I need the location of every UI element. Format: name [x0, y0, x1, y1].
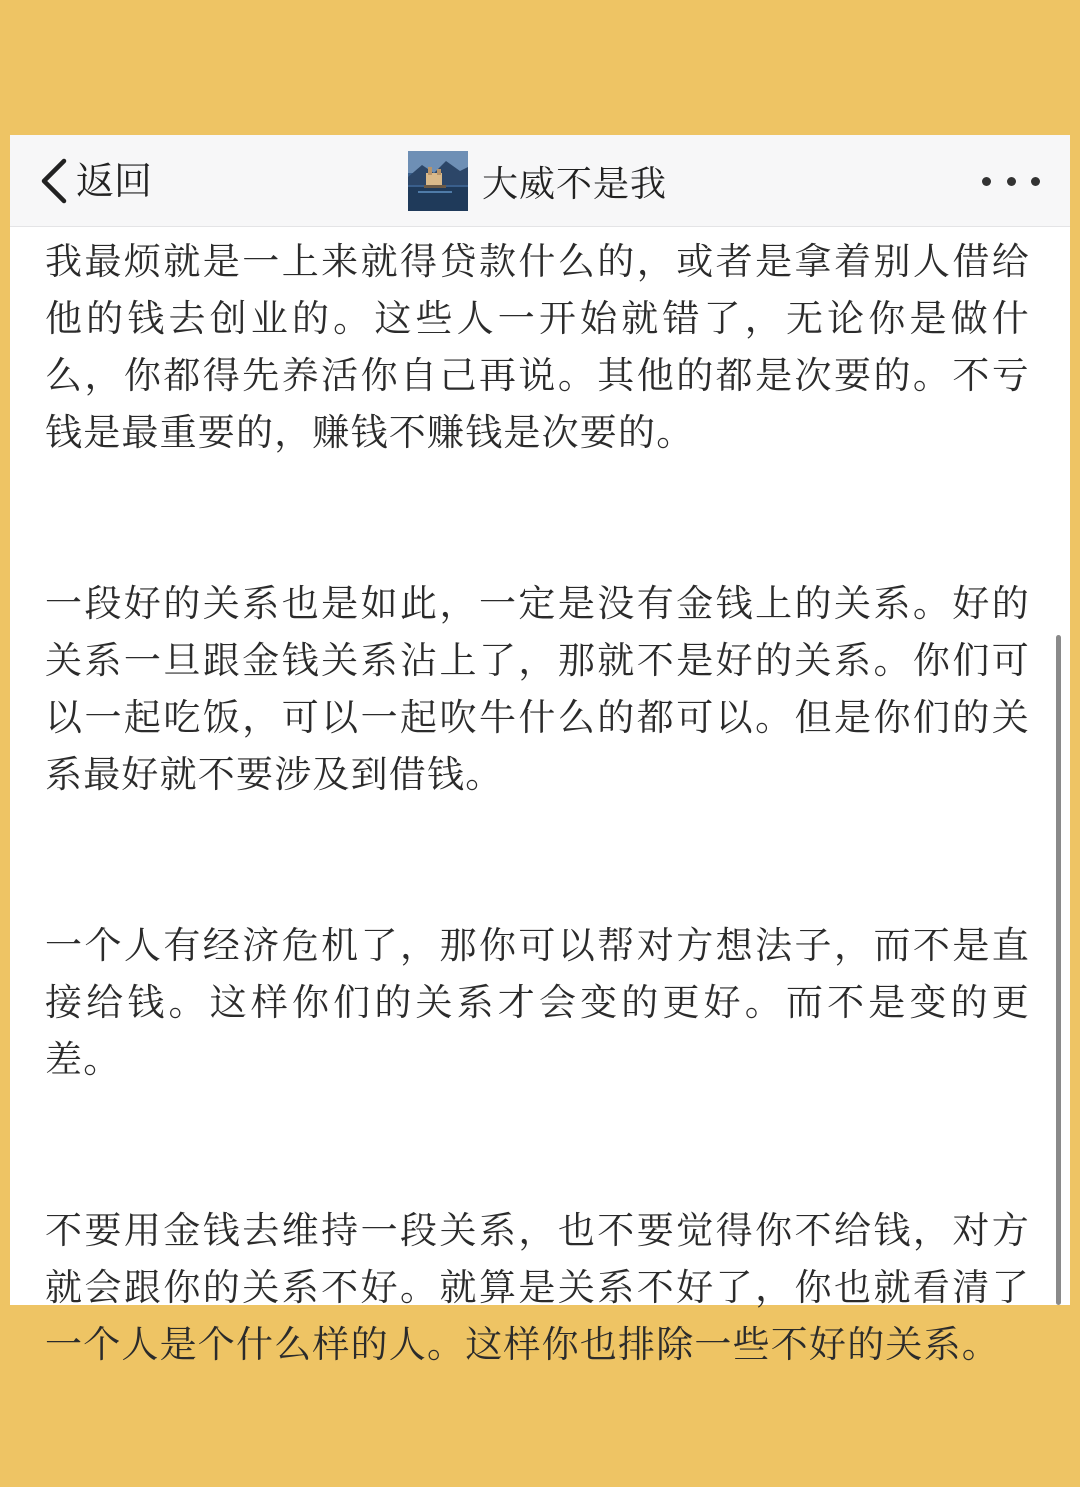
post-card	[10, 135, 1070, 1366]
author-name[interactable]: 大威不是我	[482, 163, 668, 205]
author-profile[interactable]	[408, 141, 667, 221]
back-button[interactable]	[38, 149, 152, 213]
article-paragraph: 我最烦就是一上来就得贷款什么的，或者是拿着别人借给他的钱去创业的。这些人一开始就错了，无论你是做什么，你都得先养活你自己再说。其他的都是次要的。不亏钱是最重要的，赚钱不赚钱是次要的。	[45, 240, 1030, 454]
scrollbar-thumb[interactable]	[1056, 635, 1061, 1305]
top-navbar	[10, 135, 1070, 227]
castle-lake-avatar-icon	[408, 151, 468, 211]
article-body	[45, 233, 1030, 1487]
back-label: 返回	[76, 159, 153, 203]
article-paragraph: 一段好的关系也是如此，一定是没有金钱上的关系。好的关系一旦跟金钱关系沾上了，那就不是好的关系。你们可以一起吃饭，可以一起吹牛什么的都可以。但是你们的关系最好就不要涉及到借钱。	[45, 582, 1030, 796]
chevron-left-icon	[38, 157, 72, 205]
article-paragraph: 不要用金钱去维持一段关系，也不要觉得你不给钱，对方就会跟你的关系不好。就算是关系不好了，你也就看清了一个人是个什么样的人。这样你也排除一些不好的关系。	[45, 1209, 1030, 1366]
more-button[interactable]	[982, 163, 1040, 199]
more-dot-icon	[1007, 177, 1016, 186]
avatar[interactable]	[408, 151, 468, 211]
more-dot-icon	[982, 177, 991, 186]
article-paragraph: 一个人有经济危机了，那你可以帮对方想法子，而不是直接给钱。这样你们的关系才会变的更好。而不是变的更差。	[45, 924, 1030, 1081]
more-dot-icon	[1031, 177, 1040, 186]
